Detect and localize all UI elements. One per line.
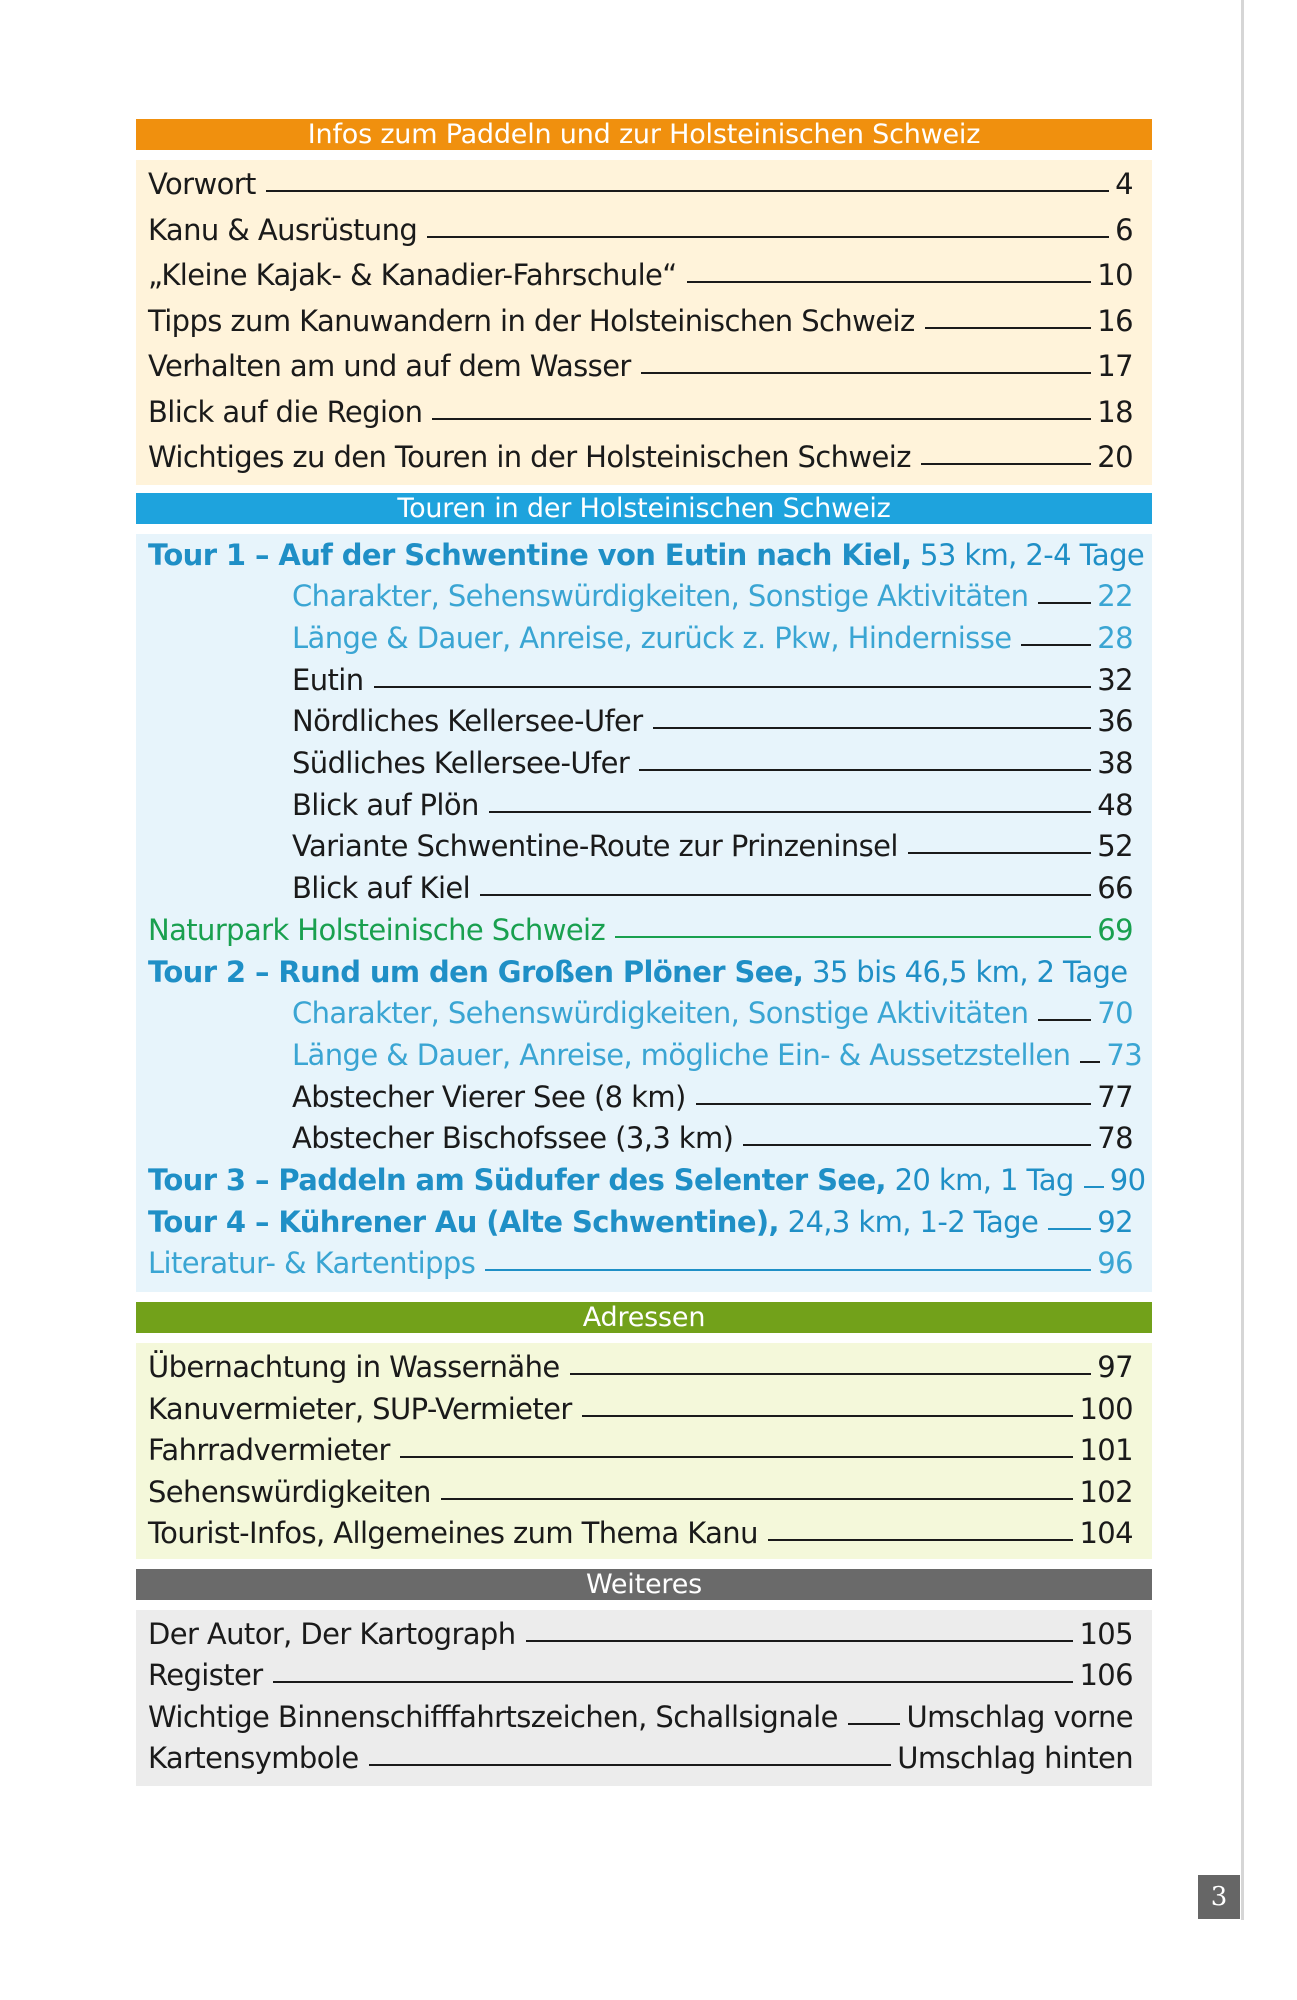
entry-page: 69 [1097,912,1133,947]
entry-page: 48 [1097,787,1133,822]
entry-title: Kanu & Ausrüstung [148,212,418,247]
entry-page: 36 [1097,704,1133,739]
tour-2-title: Tour 2 – Rund um den Großen Plöner See, 35 bis 46,5 km, 2 Tage [148,954,1128,989]
entry-title: Sehenswürdigkeiten [148,1474,431,1509]
entry-page: 4 [1115,167,1133,201]
entry-page: 38 [1097,746,1133,781]
section-gap [136,1559,1152,1569]
page-edge-line [1241,0,1244,1920]
toc-entry[interactable] [136,1472,1152,1514]
entry-page: 73 [1106,1037,1143,1072]
entry-page: 102 [1079,1474,1133,1509]
entry-title: Wichtiges zu den Touren in der Holsteinischen Schweiz [148,440,911,474]
entry-page: 28 [1097,620,1133,655]
section-infos [136,160,1152,485]
entry-page: 22 [1097,579,1133,614]
entry-page: 70 [1097,996,1133,1031]
section-touren [136,534,1152,1293]
toc-entry[interactable] [136,826,1152,868]
entry-title: Wichtige Binnenschifffahrtszeichen, Schallsignale [148,1699,838,1734]
entry-title: Variante Schwentine-Route zur Prinzeninsel [292,829,898,864]
section-gap [136,485,1152,493]
toc-entry[interactable] [136,435,1152,481]
entry-page: 77 [1097,1079,1133,1114]
page-number-badge: 3 [1198,1875,1240,1919]
entry-title: Abstecher Bischofssee (3,3 km) [292,1121,734,1156]
toc-entry[interactable] [136,1513,1152,1555]
entry-page: 104 [1079,1516,1133,1551]
tour-4-heading[interactable] [136,1202,1152,1244]
section-header-infos: Infos zum Paddeln und zur Holsteinischen Schweiz [136,119,1152,150]
leader-line [653,727,1092,729]
entry-title: Vorwort [148,167,256,201]
leader-line [1084,1186,1104,1188]
leader-line [925,327,1092,329]
entry-title: Übernachtung in Wassernähe [148,1350,560,1385]
entry-page: 32 [1097,662,1133,697]
tour-3-heading[interactable] [136,1160,1152,1202]
leader-line [1048,1228,1091,1230]
toc-entry[interactable] [136,1077,1152,1119]
toc-entry[interactable] [136,993,1152,1035]
leader-line [639,769,1091,771]
leader-line [266,190,1109,192]
tour-1-heading[interactable] [136,535,1152,577]
toc-entry[interactable] [136,299,1152,345]
entry-page: 97 [1097,1350,1133,1385]
entry-title: Tipps zum Kanuwandern in der Holsteinischen Schweiz [148,303,915,338]
entry-page: 16 [1097,303,1133,338]
toc-entry[interactable] [136,1430,1152,1472]
entry-page: 90 [1109,1163,1146,1198]
entry-page: 105 [1079,1616,1133,1651]
entry-page: 66 [1097,871,1133,906]
entry-title: Länge & Dauer, Anreise, mögliche Ein- & Aussetzstellen [292,1037,1071,1072]
leader-line [273,1681,1074,1683]
leader-line [489,811,1091,813]
leader-line [848,1723,901,1725]
leader-line [687,281,1092,283]
naturpark-entry[interactable] [136,910,1152,952]
leader-line [480,894,1091,896]
entry-title: Tourist-Infos, Allgemeines zum Thema Kanu [148,1516,758,1551]
leader-line [582,1415,1074,1417]
entry-page: 6 [1115,212,1133,247]
section-weiteres [136,1610,1152,1786]
section-adressen [136,1343,1152,1559]
entry-page: 78 [1097,1121,1133,1156]
toc-entry[interactable] [136,1614,1152,1656]
entry-page: Umschlag hinten [897,1741,1133,1776]
entry-title: „Kleine Kajak- & Kanadier-Fahrschule“ [148,258,677,292]
literatur-entry[interactable] [136,1243,1152,1285]
toc-entry[interactable] [136,785,1152,827]
leader-line [921,463,1091,465]
leader-line [908,852,1091,854]
entry-page: 10 [1097,258,1133,292]
leader-line [374,686,1092,688]
leader-line [615,936,1091,938]
toc-entry[interactable] [136,1655,1152,1697]
table-of-contents [136,119,1152,1786]
entry-title: Abstecher Vierer See (8 km) [292,1079,686,1114]
entry-page: 20 [1097,440,1133,474]
toc-entry[interactable] [136,701,1152,743]
toc-entry[interactable] [136,576,1152,618]
entry-title: Kanuvermieter, SUP-Vermieter [148,1391,572,1426]
toc-entry[interactable] [136,344,1152,390]
entry-title: Nördliches Kellersee-Ufer [292,704,643,739]
toc-entry[interactable] [136,253,1152,299]
entry-page: 17 [1097,349,1133,383]
toc-entry[interactable] [136,1118,1152,1160]
toc-entry[interactable] [136,1697,1152,1739]
tour-2-heading[interactable] [136,952,1152,994]
leader-line [400,1456,1074,1458]
entry-title: Register [148,1658,263,1693]
tour-1-title: Tour 1 – Auf der Schwentine von Eutin nach Kiel, 53 km, 2-4 Tage [148,537,1145,572]
toc-entry[interactable] [136,743,1152,785]
section-header-adressen: Adressen [136,1302,1152,1333]
entry-page: Umschlag vorne [906,1699,1133,1734]
entry-title: Verhalten am und auf dem Wasser [148,349,631,383]
toc-entry[interactable] [136,618,1152,660]
leader-line [369,1764,892,1766]
entry-page: 106 [1079,1658,1133,1693]
toc-entry[interactable] [136,162,1152,208]
tour-4-title: Tour 4 – Kührener Au (Alte Schwentine), 24,3 km, 1-2 Tage [148,1204,1039,1239]
entry-title: Blick auf Plön [292,787,479,822]
entry-title: Naturpark Holsteinische Schweiz [148,912,606,947]
leader-line [526,1640,1074,1642]
entry-page: 101 [1079,1433,1133,1468]
entry-title: Literatur- & Kartentipps [148,1246,476,1281]
leader-line [641,372,1092,374]
entry-title: Südliches Kellersee-Ufer [292,746,630,781]
leader-line [427,236,1109,238]
leader-line [1038,1019,1091,1021]
entry-page: 96 [1097,1246,1133,1281]
entry-title: Charakter, Sehenswürdigkeiten, Sonstige Aktivitäten [292,579,1029,614]
toc-entry[interactable] [136,390,1152,436]
toc-entry[interactable] [136,1347,1152,1389]
section-header-weiteres: Weiteres [136,1569,1152,1600]
entry-title: Der Autor, Der Kartograph [148,1616,516,1651]
entry-title: Fahrradvermieter [148,1433,390,1468]
section-gap [136,1292,1152,1302]
entry-title: Blick auf Kiel [292,871,471,906]
leader-line [441,1498,1074,1500]
entry-title: Blick auf die Region [148,394,423,429]
section-header-touren: Touren in der Holsteinischen Schweiz [136,493,1152,524]
leader-line [1021,644,1091,646]
tour-3-title: Tour 3 – Paddeln am Südufer des Selenter See, 20 km, 1 Tag [148,1163,1074,1198]
leader-line [570,1373,1092,1375]
toc-entry[interactable] [136,1035,1152,1077]
entry-title: Eutin [292,662,364,697]
entry-page: 100 [1079,1391,1133,1426]
leader-line [1080,1061,1100,1063]
leader-line [485,1269,1091,1271]
leader-line [432,418,1091,420]
entry-page: 18 [1097,394,1133,429]
entry-page: 92 [1097,1204,1133,1239]
toc-entry[interactable] [136,660,1152,702]
toc-entry[interactable] [136,1738,1152,1780]
leader-line [1038,602,1091,604]
entry-page: 52 [1097,829,1133,864]
entry-title: Länge & Dauer, Anreise, zurück z. Pkw, Hindernisse [292,620,1012,655]
entry-title: Kartensymbole [148,1741,359,1776]
toc-entry[interactable] [136,1389,1152,1431]
leader-line [696,1103,1092,1105]
toc-entry[interactable] [136,868,1152,910]
leader-line [743,1144,1091,1146]
leader-line [768,1539,1074,1541]
entry-title: Charakter, Sehenswürdigkeiten, Sonstige Aktivitäten [292,996,1029,1031]
toc-entry[interactable] [136,208,1152,254]
